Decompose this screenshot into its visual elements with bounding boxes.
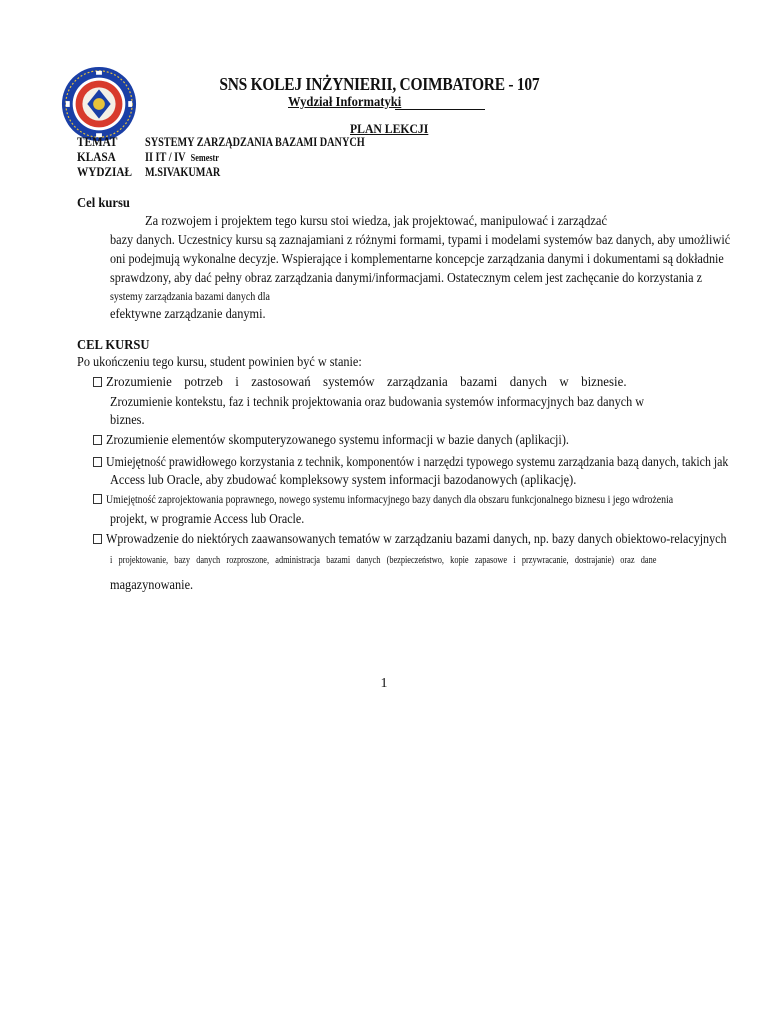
objective-item: [93, 494, 768, 506]
bullet-box-icon: [93, 435, 102, 445]
meta-class-value-wrap: [145, 150, 219, 165]
course-goal-line: sprawdzony, aby dać pełny obraz zarządzania danymi/informacjami. Ostatecznym celem jest zachęcanie do korzystania z: [110, 271, 703, 286]
objective-item-line: Wprowadzenie do niektórych zaawansowanych tematów w zarządzaniu bazami danych, np. bazy danych obiektowo-relacyjnych: [106, 532, 727, 547]
meta-department-label: WYDZIAŁ: [77, 165, 133, 179]
objective-item: [93, 455, 768, 471]
objective-item-line: projekt, w programie Access lub Oracle.: [110, 512, 305, 527]
meta-topic-row: [77, 135, 413, 150]
course-goal-line: Za rozwojem i projektem tego kursu stoi wiedza, jak projektować, manipulować i zarządzać: [145, 214, 608, 229]
course-goal-line: bazy danych. Uczestnicy kursu są zaznajamiani z różnymi formami, typami i modelami systemów baz danych, aby umożliwić: [110, 233, 731, 248]
objective-item: [93, 375, 672, 391]
bullet-box-icon: [93, 457, 102, 467]
objective-item-line: magazynowanie.: [110, 578, 194, 593]
course-goal-line: systemy zarządzania bazami danych dla: [110, 291, 271, 303]
meta-topic-value: SYSTEMY ZARZĄDZANIA BAZAMI DANYCH: [145, 135, 365, 149]
meta-class-row: [77, 150, 235, 165]
objective-item-line: Zrozumienie potrzeb i zastosowań systemów zarządzania bazami danych w biznesie.: [106, 375, 627, 390]
course-goal-heading: Cel kursu: [77, 196, 130, 211]
course-goal-line: oni podejmują wykonalne decyzje. Wspierające i komplementarne koncepcje zarządzania danymi i dokumentami są dokładnie: [110, 252, 724, 267]
objective-item-line: i projektowanie, bazy danych rozproszone, administracja bazami danych (bezpieczeństwo, kopie zapasowe i przywracanie, dostrajanie) oraz dane: [110, 555, 657, 566]
meta-class-value: II IT / IV: [145, 150, 186, 164]
objective-item-line: biznes.: [110, 413, 145, 428]
bullet-box-icon: [93, 494, 102, 504]
page-number: 1: [380, 676, 388, 691]
objective-item: [93, 433, 635, 449]
meta-topic-label: TEMAT: [77, 135, 118, 149]
plan-title: PLAN LEKCJI: [350, 121, 429, 136]
bullet-box-icon: [93, 377, 102, 387]
objective-item-line: Umiejętność prawidłowego korzystania z technik, komponentów i narzędzi typowego systemu zarządzania bazą danych, takich jak: [106, 455, 729, 470]
objective-item-line: Umiejętność zaprojektowania poprawnego, nowego systemu informacyjnego bazy danych dla obszaru funkcjonalnego biznesu i jego wdrożenia: [106, 494, 674, 506]
department-underline: [395, 109, 485, 110]
course-objective-intro: Po ukończeniu tego kursu, student powinien być w stanie:: [77, 355, 362, 370]
objective-item: [93, 532, 768, 548]
course-goal-line: efektywne zarządzanie danymi.: [110, 307, 266, 322]
meta-class-label: KLASA: [77, 150, 116, 164]
objective-item-line: Zrozumienie kontekstu, faz i technik projektowania oraz budowania systemów informacyjnych baz danych w: [110, 395, 645, 410]
bullet-box-icon: [93, 534, 102, 544]
department-title: Wydział Informatyki: [288, 95, 402, 110]
meta-department-row: [77, 165, 237, 180]
objective-item-line: Access lub Oracle, aby zbudować kompleksowy system informacji bazodanowych (aplikację).: [110, 473, 577, 488]
objective-item-line: Zrozumienie elementów skomputeryzowanego systemu informacji w bazie danych (aplikacji).: [106, 433, 569, 448]
college-title: SNS KOLEJ INŻYNIERII, COIMBATORE - 107: [219, 74, 540, 94]
course-objective-heading: CEL KURSU: [77, 338, 150, 353]
meta-department-value: M.SIVAKUMAR: [145, 165, 221, 179]
meta-class-semester: Semestr: [190, 153, 219, 164]
